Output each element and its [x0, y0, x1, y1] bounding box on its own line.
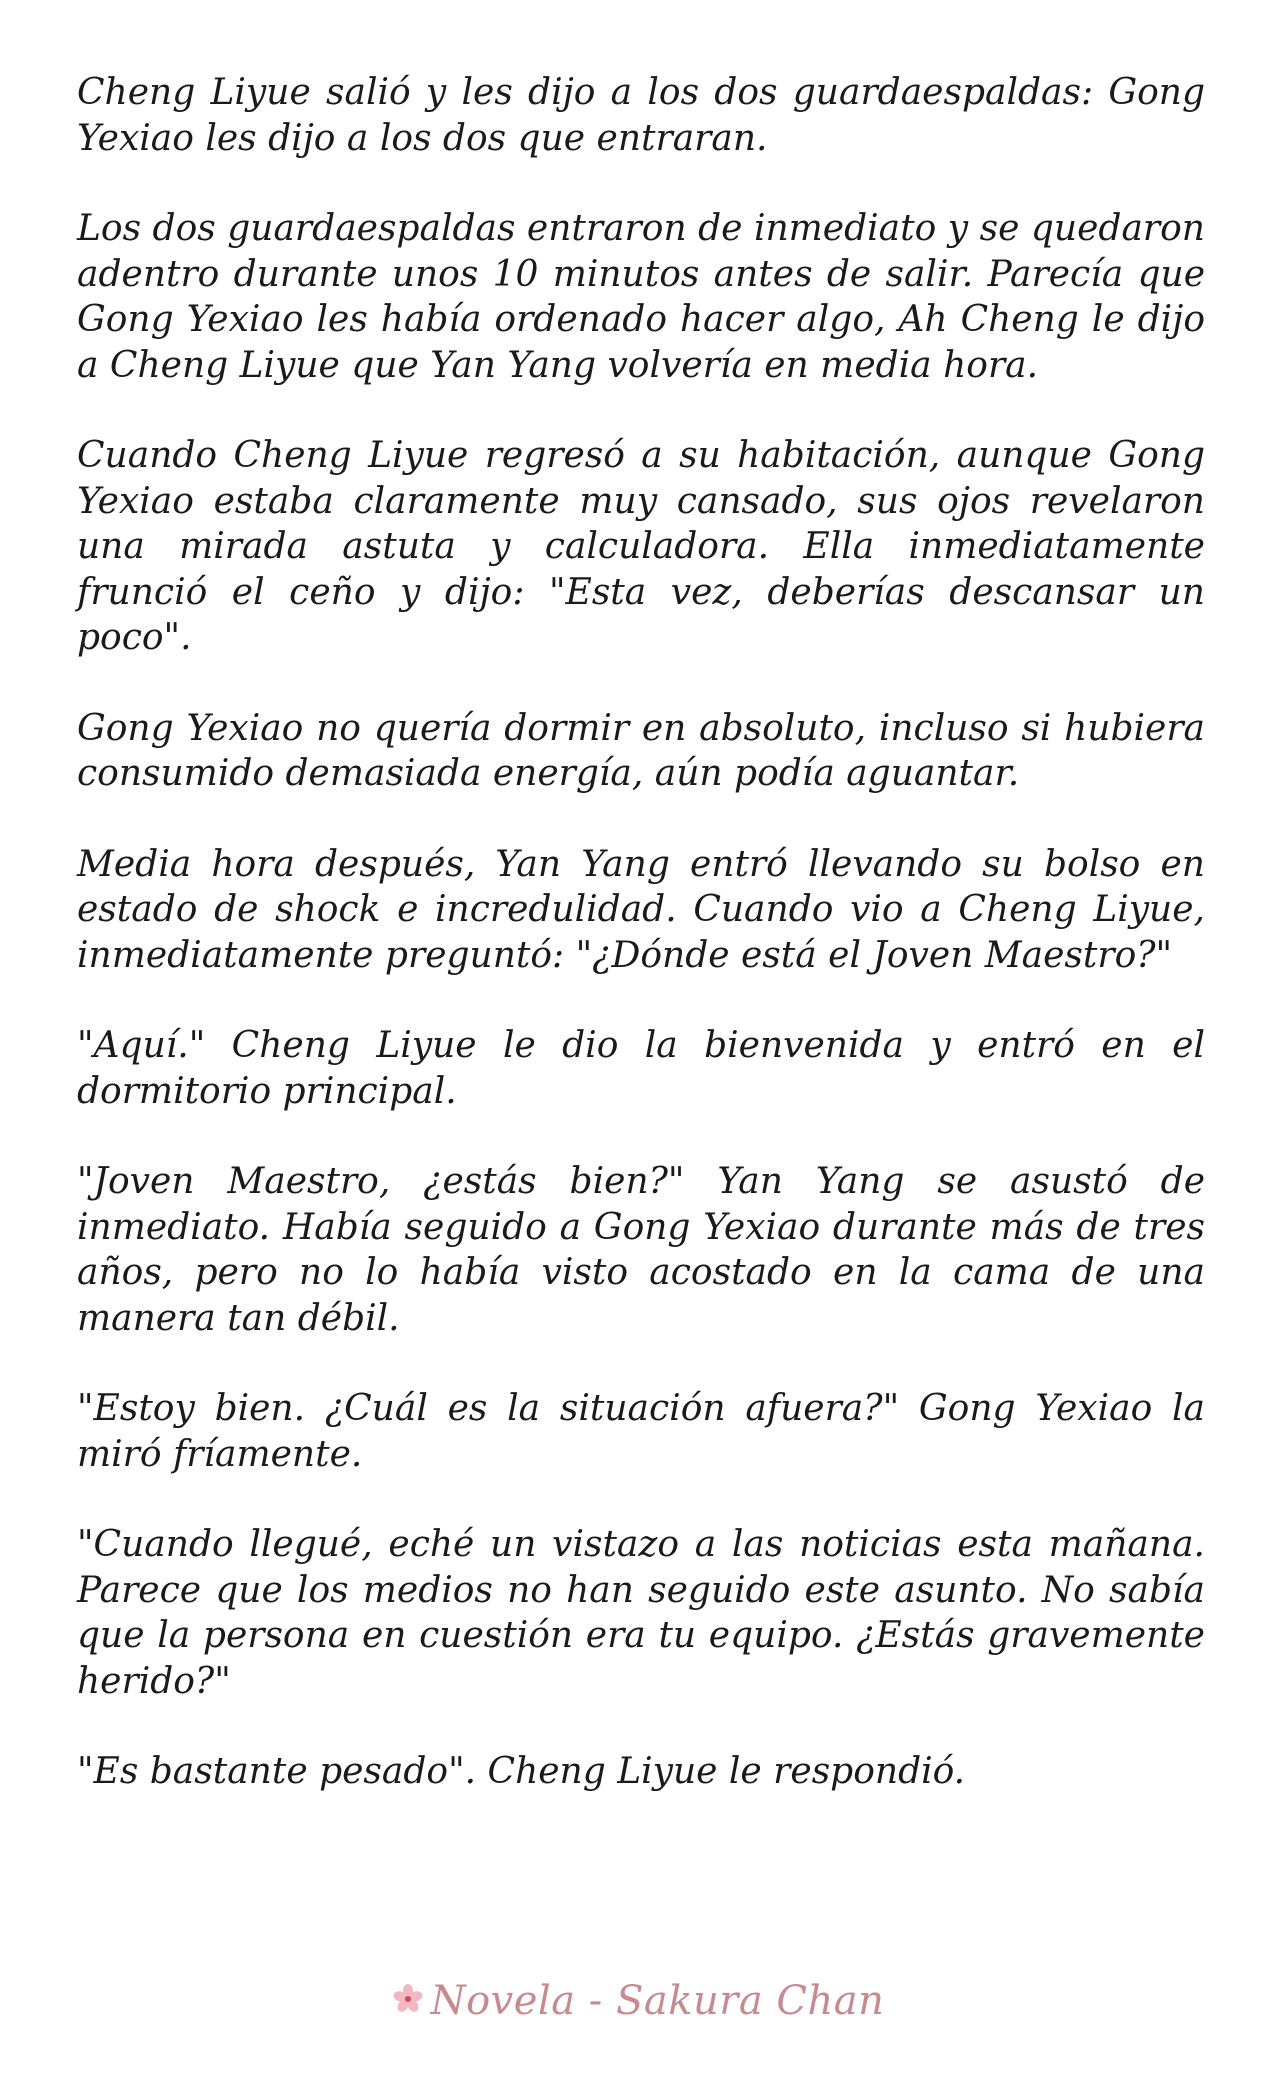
paragraph: "Estoy bien. ¿Cuál es la situación afuera?" Gong Yexiao la miró fríamente.	[77, 1388, 1205, 1475]
paragraph: "Cuando llegué, eché un vistazo a las noticias esta mañana. Parece que los medios no han seguido este asunto. No sabía que la persona en cuestión era tu equipo. ¿Estás gravemente herido?"	[77, 1524, 1205, 1702]
paragraph: Cuando Cheng Liyue regresó a su habitación, aunque Gong Yexiao estaba claramente muy cansado, sus ojos revelaron una mirada astuta y calculadora. Ella inmediatamente frunció el ceño y dijo: "Esta vez, deberías descansar un poco".	[77, 435, 1205, 658]
paragraph: Gong Yexiao no quería dormir en absoluto, incluso si hubiera consumido demasiada energía, aún podía aguantar.	[77, 707, 1205, 794]
story-text	[77, 70, 1205, 1840]
paragraph: Cheng Liyue salió y les dijo a los dos guardaespaldas: Gong Yexiao les dijo a los dos que entraran.	[77, 72, 1205, 159]
watermark	[0, 1978, 1275, 2024]
paragraph: "Joven Maestro, ¿estás bien?" Yan Yang se asustó de inmediato. Había seguido a Gong Yexiao durante más de tres años, pero no lo había visto acostado en la cama de una manera tan débil.	[77, 1161, 1205, 1339]
paragraph: Media hora después, Yan Yang entró llevando su bolso en estado de shock e incredulidad. Cuando vio a Cheng Liyue, inmediatamente preguntó: "¿Dónde está el Joven Maestro?"	[77, 843, 1205, 976]
cherry-blossom-icon	[391, 1982, 425, 2016]
paragraph: Los dos guardaespaldas entraron de inmediato y se quedaron adentro durante unos 10 minutos antes de salir. Parecía que Gong Yexiao les había ordenado hacer algo, Ah Cheng le dijo a Cheng Liyue que Yan Yang volvería en media hora.	[77, 208, 1205, 386]
watermark-text: Novela - Sakura Chan	[430, 1978, 885, 2024]
paragraph: "Es bastante pesado". Cheng Liyue le respondió.	[77, 1751, 966, 1792]
paragraph: "Aquí." Cheng Liyue le dio la bienvenida y entró en el dormitorio principal.	[77, 1025, 1205, 1112]
